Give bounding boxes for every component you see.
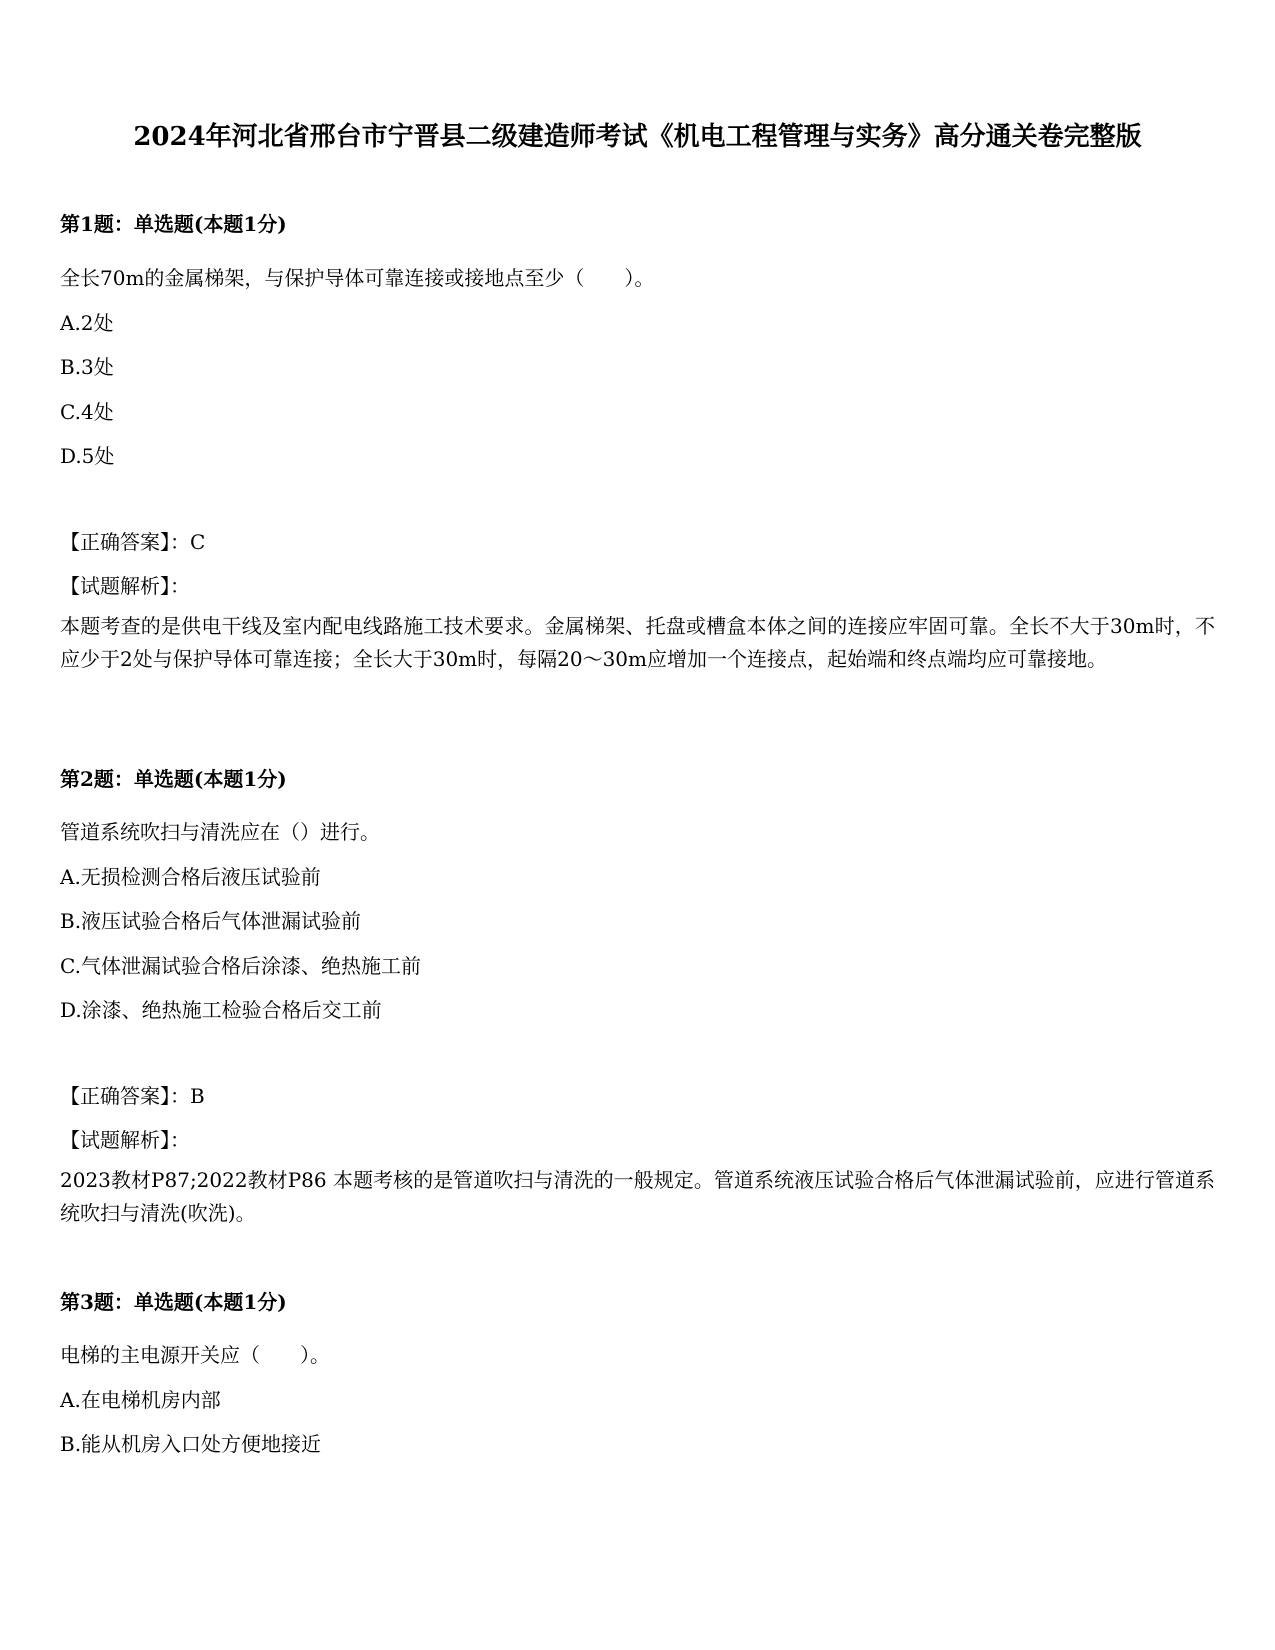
- question-3-header: 第3题：单选题(本题1分): [60, 1290, 287, 1314]
- question-3-stem: 电梯的主电源开关应（ ）。: [60, 1343, 330, 1367]
- question-1-option-b: B.3处: [60, 355, 114, 379]
- question-2-answer: 【正确答案】：B: [60, 1084, 205, 1108]
- question-2-option-d: D.涂漆、绝热施工检验合格后交工前: [60, 998, 382, 1022]
- question-1-header: 第1题：单选题(本题1分): [60, 212, 287, 236]
- question-1-analysis-label: 【试题解析】：: [60, 574, 190, 598]
- question-1-option-d: D.5处: [60, 444, 115, 468]
- question-2-analysis: 2023教材P87;2022教材P86 本题考核的是管道吹扫与清洗的一般规定。管道系统液压试验合格后气体泄漏试验前，应进行管道系统吹扫与清洗(吹洗)。: [60, 1168, 1215, 1225]
- question-2-header: 第2题：单选题(本题1分): [60, 767, 287, 791]
- question-3-option-a: A.在电梯机房内部: [60, 1388, 221, 1412]
- question-2-option-b: B.液压试验合格后气体泄漏试验前: [60, 909, 362, 933]
- question-1-answer: 【正确答案】：C: [60, 530, 206, 554]
- question-3-option-b: B.能从机房入口处方便地接近: [60, 1432, 322, 1456]
- question-2-stem: 管道系统吹扫与清洗应在（）进行。: [60, 820, 380, 844]
- question-2-option-c: C.气体泄漏试验合格后涂漆、绝热施工前: [60, 954, 421, 978]
- question-1-stem: 全长70m的金属梯架，与保护导体可靠连接或接地点至少（ ）。: [60, 266, 655, 290]
- question-1-analysis: 本题考查的是供电干线及室内配电线路施工技术要求。金属梯架、托盘或槽盒本体之间的连接应牢固可靠。全长不大于30m时，不应少于2处与保护导体可靠连接；全长大于30m时，每隔20～30m应增加一个连接点，起始端和终点端均应可靠接地。: [60, 614, 1215, 671]
- question-2-option-a: A.无损检测合格后液压试验前: [60, 865, 321, 889]
- document-title: 2024年河北省邢台市宁晋县二级建造师考试《机电工程管理与实务》高分通关卷完整版: [133, 122, 1142, 152]
- question-1-option-a: A.2处: [60, 311, 114, 335]
- question-1-option-c: C.4处: [60, 400, 114, 424]
- question-2-analysis-label: 【试题解析】：: [60, 1128, 190, 1152]
